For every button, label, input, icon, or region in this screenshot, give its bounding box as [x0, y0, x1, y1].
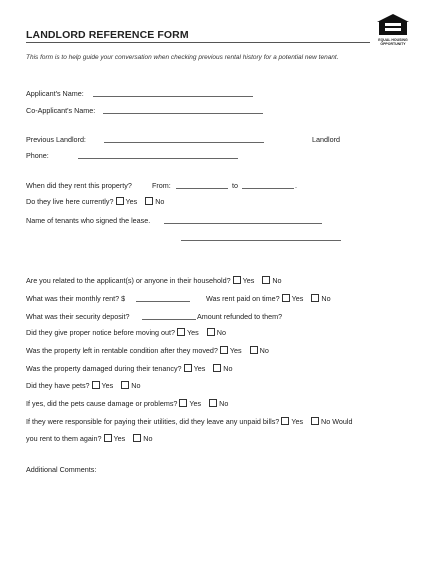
yes-label: Yes: [101, 381, 114, 390]
yes-label: Yes: [187, 328, 199, 337]
refunded-label: Amount refunded to them?: [197, 312, 283, 321]
no-label: No: [259, 346, 269, 355]
landlord-label: Landlord: [312, 135, 340, 144]
co-applicant-name-label: Co-Applicant's Name:: [26, 106, 96, 115]
yes-label: Yes: [291, 417, 304, 426]
previous-landlord-field[interactable]: [104, 142, 264, 143]
pets-yes-checkbox[interactable]: [92, 381, 100, 389]
related-label: Are you related to the applicant(s) or anyone in their household?: [26, 276, 231, 285]
yes-label: Yes: [242, 276, 255, 285]
monthly-rent-label: What was their monthly rent? $: [26, 294, 126, 303]
pets-damage-no-checkbox[interactable]: [209, 399, 217, 407]
security-deposit-field[interactable]: [142, 319, 196, 320]
from-date-field[interactable]: [176, 188, 228, 189]
logo-line1: EQUAL HOUSING: [378, 38, 408, 42]
no-label: No: [143, 434, 153, 443]
paid-on-time-label: Was rent paid on time?: [206, 294, 280, 303]
no-label: No: [216, 328, 226, 337]
applicant-name-label: Applicant's Name:: [26, 89, 84, 98]
damaged-label: Was the property damaged during their tenancy?: [26, 364, 182, 373]
pets-no-checkbox[interactable]: [121, 381, 129, 389]
yes-label: Yes: [291, 294, 304, 303]
rent-when-label: When did they rent this property?: [26, 181, 132, 190]
related-row: [26, 276, 282, 285]
tenants-field-1[interactable]: [164, 223, 322, 224]
yes-label: Yes: [113, 434, 126, 443]
utilities-no-checkbox[interactable]: [311, 417, 319, 425]
logo-line2: OPPORTUNITY: [380, 42, 406, 46]
damaged-row: [26, 364, 233, 373]
security-deposit-label: What was their security deposit?: [26, 312, 130, 321]
no-label: No: [223, 364, 233, 373]
rentable-no-checkbox[interactable]: [250, 346, 258, 354]
notice-row: [26, 328, 226, 337]
no-would-label: No Would: [321, 417, 353, 426]
tenants-field-2[interactable]: [181, 240, 341, 241]
paid-on-time-yes-checkbox[interactable]: [282, 294, 290, 302]
rentable-label: Was the property left in rentable condition after they moved?: [26, 346, 218, 355]
yes-label: Yes: [193, 364, 206, 373]
equal-housing-logo: [374, 13, 412, 47]
live-here-yes-checkbox[interactable]: [116, 197, 124, 205]
notice-no-checkbox[interactable]: [207, 328, 215, 336]
no-label: No: [321, 294, 331, 303]
no-label: No: [272, 276, 282, 285]
live-here-no-checkbox[interactable]: [145, 197, 153, 205]
pets-damage-label: If yes, did the pets cause damage or problems?: [26, 399, 178, 408]
live-here-row: [26, 197, 164, 206]
from-label: From:: [152, 181, 171, 190]
period: .: [295, 181, 297, 190]
notice-label: Did they give proper notice before moving out?: [26, 328, 176, 337]
co-applicant-name-field[interactable]: [103, 113, 263, 114]
pets-damage-row: [26, 399, 228, 408]
pets-damage-yes-checkbox[interactable]: [179, 399, 187, 407]
intro-text: This form is to help guide your conversation when checking previous rental history for a potential new tenant.: [26, 54, 339, 61]
paid-on-time-no-checkbox[interactable]: [311, 294, 319, 302]
to-date-field[interactable]: [242, 188, 294, 189]
live-here-label: Do they live here currently?: [26, 197, 114, 206]
form-title: LANDLORD REFERENCE FORM: [26, 29, 189, 41]
paid-on-time-row: [206, 294, 331, 303]
damaged-no-checkbox[interactable]: [213, 364, 221, 372]
yes-label: Yes: [125, 197, 138, 206]
rent-again-label: you rent to them again?: [26, 434, 102, 443]
previous-landlord-label: Previous Landlord:: [26, 135, 86, 144]
additional-comments-label: Additional Comments:: [26, 465, 97, 474]
notice-yes-checkbox[interactable]: [177, 328, 185, 336]
no-label: No: [219, 399, 229, 408]
utilities-yes-checkbox[interactable]: [281, 417, 289, 425]
phone-field[interactable]: [78, 158, 238, 159]
rentable-yes-checkbox[interactable]: [220, 346, 228, 354]
yes-label: Yes: [189, 399, 202, 408]
applicant-name-field[interactable]: [93, 96, 253, 97]
title-divider: [26, 42, 370, 43]
to-label: to: [232, 181, 238, 190]
rentable-row: [26, 346, 269, 355]
no-label: No: [155, 197, 165, 206]
utilities-label: If they were responsible for paying their utilities, did they leave any unpaid bills?: [26, 417, 280, 426]
rent-again-yes-checkbox[interactable]: [104, 434, 112, 442]
phone-label: Phone:: [26, 151, 49, 160]
monthly-rent-field[interactable]: [136, 301, 190, 302]
yes-label: Yes: [229, 346, 242, 355]
related-no-checkbox[interactable]: [262, 276, 270, 284]
utilities-row: [26, 417, 352, 426]
no-label: No: [131, 381, 141, 390]
tenants-label: Name of tenants who signed the lease.: [26, 216, 151, 225]
pets-label: Did they have pets?: [26, 381, 90, 390]
rent-again-no-checkbox[interactable]: [133, 434, 141, 442]
damaged-yes-checkbox[interactable]: [184, 364, 192, 372]
related-yes-checkbox[interactable]: [233, 276, 241, 284]
rent-again-row: [26, 434, 152, 443]
equal-housing-icon: [374, 13, 412, 37]
pets-row: [26, 381, 140, 390]
